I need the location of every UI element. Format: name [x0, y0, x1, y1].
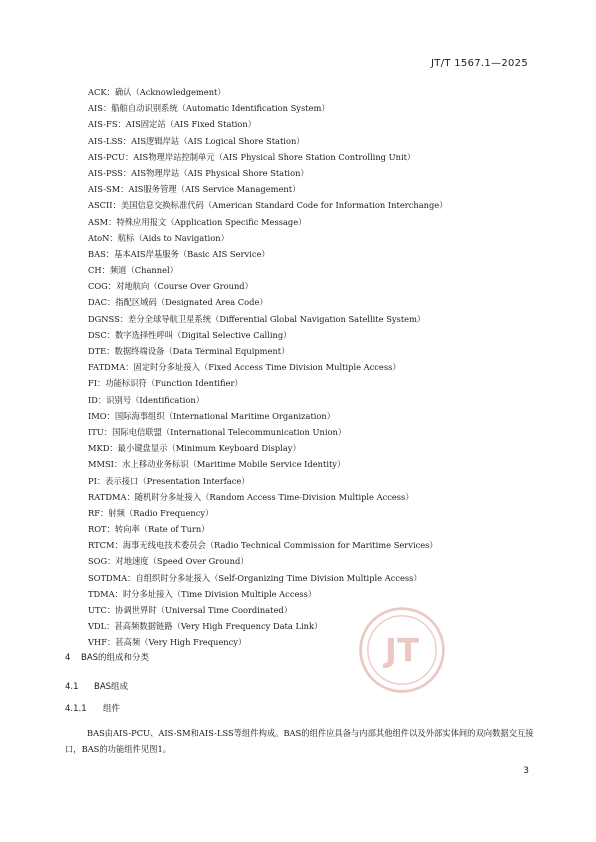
- abbreviation-entry: ASM：特殊应用报文（Application Specific Message）: [88, 216, 307, 227]
- abbreviation-entry: TDMA：时分多址接入（Time Division Multiple Access）: [88, 588, 317, 599]
- abbreviation-entry: AIS-PCU：AIS物理岸站控制单元（AIS Physical Shore Station Controlling Unit）: [88, 151, 416, 162]
- abbreviation-entry: PI：表示接口（Presentation Interface）: [88, 475, 250, 486]
- abbreviation-entry: AtoN：航标（Aids to Navigation）: [88, 232, 229, 243]
- section-title: BAS的组成和分类: [81, 653, 150, 663]
- section-number: 4.1: [65, 682, 79, 692]
- abbreviation-entry: RTCM：海事无线电技术委员会（Radio Technical Commission for Maritime Services）: [88, 540, 438, 551]
- abbreviation-entry: BAS：基本AIS岸基服务（Basic AIS Service）: [88, 248, 270, 259]
- standard-number-header: JT/T 1567.1—2025: [431, 58, 528, 69]
- abbreviation-entry: COG：对地航向（Course Over Ground）: [88, 281, 253, 292]
- abbreviation-entry: ROT：转向率（Rate of Turn）: [88, 524, 210, 535]
- abbreviation-entry: FATDMA：固定时分多址接入（Fixed Access Time Division Multiple Access）: [88, 362, 401, 373]
- section-4-heading: [65, 651, 149, 663]
- abbreviation-entry: AIS：船舶自动识别系统（Automatic Identification System）: [88, 103, 330, 114]
- abbreviation-entry: ITU：国际电信联盟（International Telecommunication Union）: [88, 426, 347, 437]
- abbreviation-entry: RATDMA：随机时分多址接入（Random Access Time-Division Multiple Access）: [88, 491, 414, 502]
- section-number: 4: [65, 653, 71, 663]
- abbreviation-entry: SOG：对地速度（Speed Over Ground）: [88, 556, 249, 567]
- section-number: 4.1.1: [65, 704, 87, 714]
- abbreviation-list: [88, 84, 528, 651]
- abbreviation-entry: UTC：协调世界时（Universal Time Coordinated）: [88, 605, 293, 615]
- abbreviation-entry: RF：射频（Radio Frequency）: [88, 507, 214, 518]
- abbreviation-entry: DGNSS：差分全球导航卫星系统（Differential Global Navigation Satellite System）: [88, 313, 426, 324]
- abbreviation-entry: VHF：甚高频（Very High Frequency）: [88, 637, 247, 648]
- abbreviation-entry: ACK：确认（Acknowledgement）: [88, 87, 226, 97]
- abbreviation-entry: DSC：数字选择性呼叫（Digital Selective Calling）: [88, 329, 292, 340]
- abbreviation-entry: CH：频道（Channel）: [88, 265, 178, 276]
- section-title: 组件: [103, 704, 121, 714]
- abbreviation-entry: ID：识别号（Identification）: [88, 394, 204, 405]
- abbreviation-entry: DTE：数据终端设备（Data Terminal Equipment）: [88, 346, 290, 356]
- abbreviation-entry: IMO：国际海事组织（International Maritime Organization）: [88, 410, 336, 421]
- section-4-1-heading: [65, 680, 128, 692]
- abbreviation-entry: ASCII：美国信息交换标准代码（American Standard Code for Information Interchange）: [88, 200, 448, 211]
- abbreviation-entry: AIS-PSS：AIS物理岸站（AIS Physical Shore Station）: [88, 167, 309, 178]
- section-4-1-1-heading: [65, 702, 120, 714]
- abbreviation-entry: MMSI：水上移动业务标识（Maritime Mobile Service Identity）: [88, 459, 346, 470]
- abbreviation-entry: DAC：指配区域码（Designated Area Code）: [88, 297, 268, 308]
- abbreviation-entry: AIS-FS：AIS固定站（AIS Fixed Station）: [88, 119, 257, 130]
- abbreviation-entry: AIS-SM：AIS服务管理（AIS Service Management）: [88, 184, 301, 195]
- body-paragraph: BAS由AIS-PCU、AIS-SM和AIS-LSS等组件构成。BAS的组件应具备与内部其他组件以及外部实体间的双向数据交互接口，BAS的功能组件见图1。: [65, 728, 534, 754]
- abbreviation-entry: FI：功能标识符（Function Identifier）: [88, 378, 243, 389]
- svg-text:JT: JT: [384, 631, 420, 670]
- abbreviation-entry: MKD：最小键盘显示（Minimum Keyboard Display）: [88, 443, 301, 454]
- section-title: BAS组成: [94, 682, 129, 692]
- jt-seal-stamp: [357, 605, 447, 695]
- page-number: 3: [523, 766, 529, 776]
- abbreviation-entry: SOTDMA：自组织时分多址接入（Self-Organizing Time Division Multiple Access）: [88, 572, 422, 583]
- abbreviation-entry: AIS-LSS：AIS逻辑岸站（AIS Logical Shore Station）: [88, 135, 305, 146]
- abbreviation-entry: VDL：甚高频数据链路（Very High Frequency Data Link）: [88, 621, 323, 632]
